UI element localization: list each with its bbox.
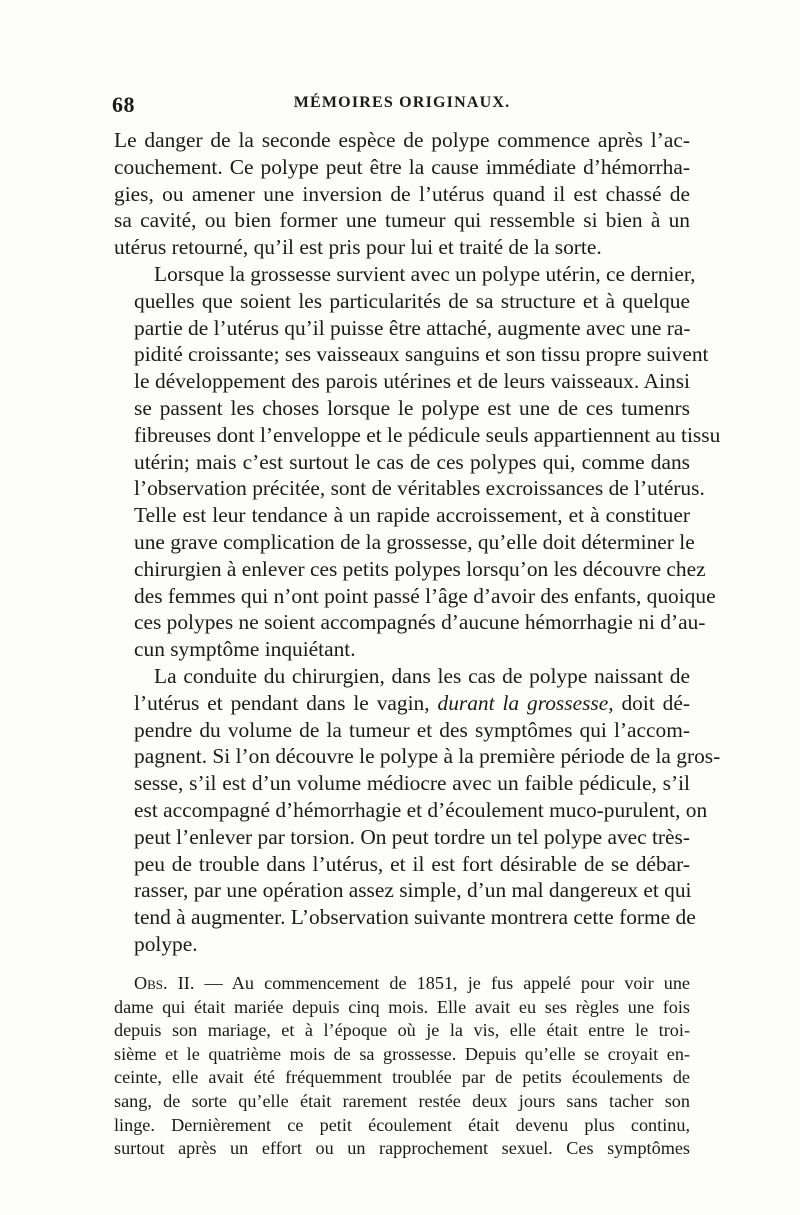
text-line: Le danger de la seconde espèce de polype commence après l’ac-: [114, 128, 690, 152]
text-line: partie de l’utérus qu’il puisse être attaché, augmente avec une ra-: [134, 315, 691, 340]
paragraph-2: [114, 261, 721, 663]
text-line: quelles que soient les particularités de sa structure et à quelque: [134, 288, 690, 313]
text-line: ces polypes ne soient accompagnés d’aucune hémorrhagie ni d’au-: [134, 610, 706, 635]
text-line: La conduite du chirurgien, dans les cas de polype naissant de: [154, 663, 690, 688]
observation-line: linge. Dernièrement ce petit écoulement était devenu plus continu,: [114, 1114, 690, 1135]
observation-line: depuis son mariage, et à l’époque où je la vis, elle était entre le troi-: [114, 1020, 690, 1041]
observation-line: surtout après un effort ou un rapprochement sexuel. Ces symptômes: [114, 1138, 690, 1159]
observation-label: Obs. II.: [134, 973, 195, 993]
italic-phrase: durant la grossesse,: [437, 690, 614, 715]
running-head: MÉMOIRES ORIGINAUX.: [293, 94, 511, 111]
text-line: Lorsque la grossesse survient avec un polype utérin, ce dernier,: [154, 261, 696, 286]
observation-line: Obs. II. — Au commencement de 1851, je fus appelé pour voir une: [134, 973, 691, 993]
text-line: se passent les choses lorsque le polype est une de ces tumenrs: [134, 395, 690, 420]
page-number: 68: [112, 92, 135, 117]
page-header: [112, 92, 692, 122]
text-line: fibreuses dont l’enveloppe et le pédicule seuls appartiennent au tissu: [134, 422, 721, 447]
text-line: couchement. Ce polype peut être la cause immédiate d’hémorrha-: [114, 154, 690, 179]
text-line: gies, ou amener une inversion de l’utérus quand il est chassé de: [114, 181, 690, 206]
text-line: pendre du volume de la tumeur et des symptômes qui l’accom-: [134, 717, 690, 742]
text-line: pidité croissante; ses vaisseaux sanguins et son tissu propre suivent: [134, 342, 709, 367]
text-line: peut l’enlever par torsion. On peut tordre un tel polype avec très-: [134, 824, 690, 849]
text-line: peu de trouble dans l’utérus, et il est fort désirable de se débar-: [134, 851, 690, 876]
text-line: utérin; mais c’est surtout le cas de ces polypes qui, comme dans: [134, 449, 690, 474]
text-line: sesse, s’il est d’un volume médiocre avec un faible pédicule, s’il: [134, 771, 690, 796]
body-text: [114, 127, 721, 958]
text-line: cun symptôme inquiétant.: [134, 637, 356, 662]
text-line: utérus retourné, qu’il est pris pour lui et traité de la sorte.: [114, 235, 602, 260]
observation-line: ceinte, elle avait été fréquemment troublée par de petits écoulements de: [114, 1067, 690, 1088]
observation-line: sième et le quatrième mois de sa grossesse. Depuis qu’elle se croyait en-: [114, 1043, 690, 1064]
text-line: Telle est leur tendance à un rapide accroissement, et à constituer: [134, 503, 690, 528]
paragraph-1: [114, 127, 690, 261]
text-line: est accompagné d’hémorrhagie et d’écoulement muco-purulent, on: [134, 797, 708, 822]
observation-block: [114, 972, 690, 1161]
text-line: polype.: [134, 931, 198, 956]
text-line: une grave complication de la grossesse, qu’elle doit déterminer le: [134, 529, 695, 554]
observation-line: sang, de sorte qu’elle était rarement restée deux jours sans tacher son: [114, 1090, 690, 1111]
text-line: pagnent. Si l’on découvre le polype à la première période de la gros-: [134, 744, 721, 769]
observation-line: dame qui était mariée depuis cinq mois. Elle avait eu ses règles une fois: [114, 996, 690, 1017]
text-line: rasser, par une opération assez simple, d’un mal dangereux et qui: [134, 878, 692, 903]
text-line: l’utérus et pendant dans le vagin, durant la grossesse, doit dé-: [134, 690, 690, 715]
text-line: sa cavité, ou bien former une tumeur qui ressemble si bien à un: [114, 208, 690, 233]
text-line: l’observation précitée, sont de véritables excroissances de l’utérus.: [134, 476, 705, 501]
text-line: des femmes qui n’ont point passé l’âge d’avoir des enfants, quoique: [134, 583, 716, 608]
text-line: le développement des parois utérines et de leurs vaisseaux. Ainsi: [134, 369, 690, 394]
paragraph-3: [114, 663, 721, 958]
text-line: chirurgien à enlever ces petits polypes lorsqu’on les découvre chez: [134, 556, 706, 581]
text-line: tend à augmenter. L’observation suivante montrera cette forme de: [134, 905, 696, 930]
